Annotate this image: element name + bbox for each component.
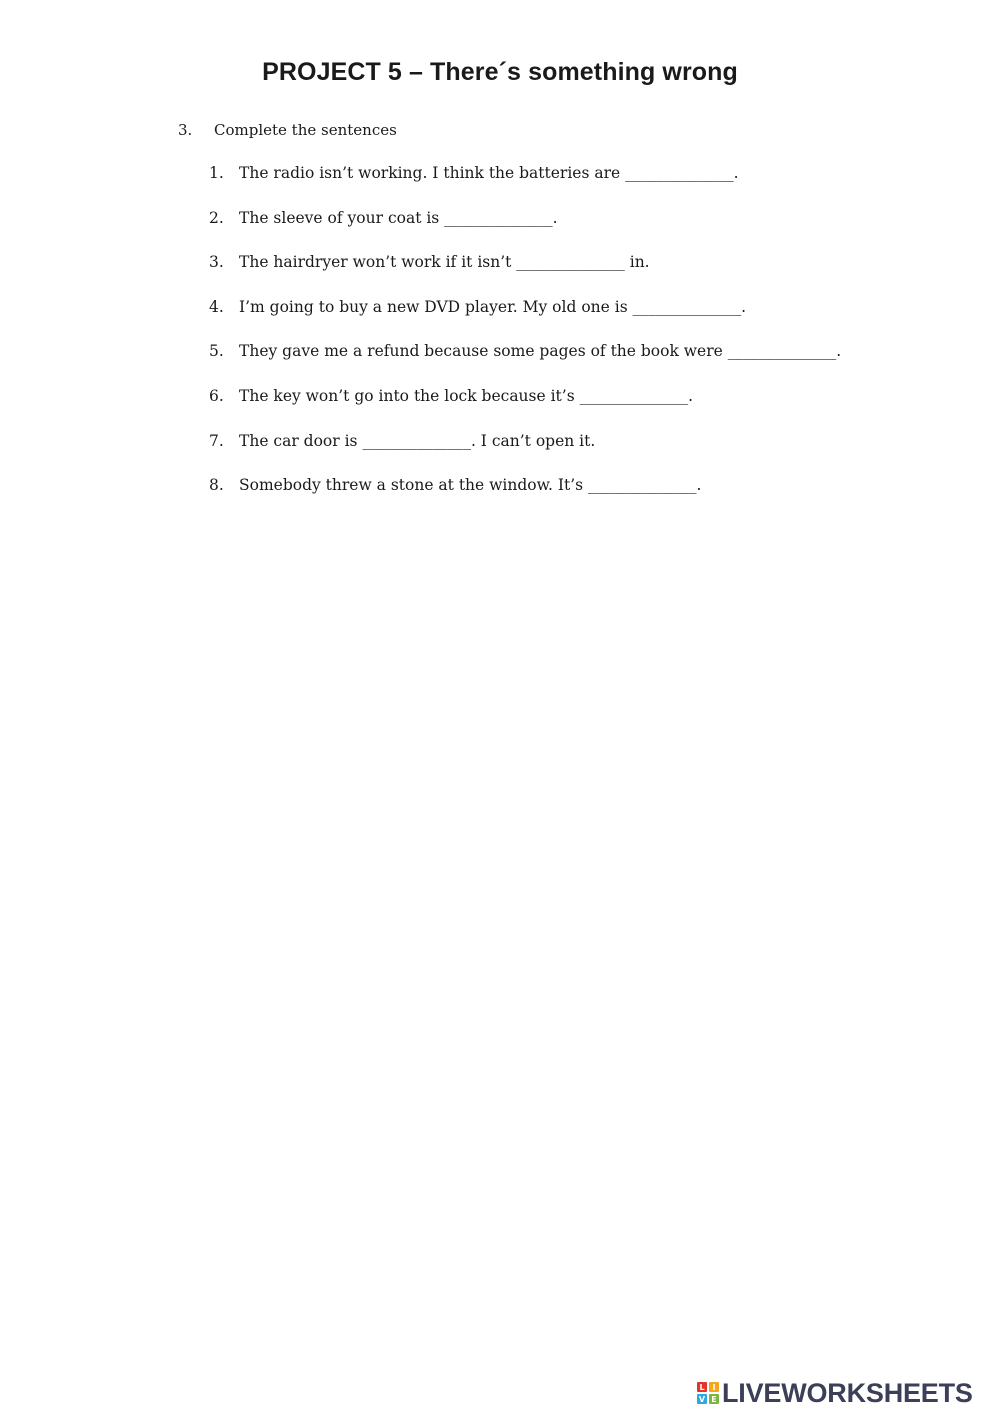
item-text: They gave me a refund because some pages of the book were ______________. (239, 342, 842, 361)
list-item (209, 342, 841, 387)
list-item (209, 253, 841, 298)
logo-letter-v: V (698, 1394, 706, 1404)
item-number: 8. (209, 476, 224, 495)
item-number: 5. (209, 342, 224, 361)
logo-letter-e: E (709, 1394, 719, 1404)
logo-letter-l: L (697, 1382, 707, 1392)
list-item (209, 476, 841, 521)
sentence-list (209, 164, 841, 521)
item-number: 7. (209, 431, 224, 450)
item-number: 4. (209, 297, 224, 316)
list-item (209, 209, 841, 254)
item-text: I’m going to buy a new DVD player. My old one is ______________. (239, 297, 746, 316)
item-number: 6. (209, 386, 224, 405)
section-heading (178, 121, 397, 139)
list-item (209, 298, 841, 343)
liveworksheets-logo-icon (697, 1382, 719, 1404)
item-text: Somebody threw a stone at the window. It’s ______________. (239, 476, 702, 495)
item-text: The car door is ______________. I can’t open it. (239, 431, 596, 450)
item-text: The sleeve of your coat is ______________. (239, 208, 558, 227)
list-item (209, 432, 841, 477)
item-number: 2. (209, 208, 224, 227)
list-item (209, 164, 841, 209)
section-number: 3. (178, 121, 193, 139)
section-title: Complete the sentences (214, 121, 397, 139)
item-number: 1. (209, 164, 224, 182)
list-item (209, 387, 841, 432)
item-text: The hairdryer won’t work if it isn’t ______________ in. (239, 253, 650, 272)
logo-letter-i: I (709, 1382, 719, 1392)
page-title: PROJECT 5 – There´s something wrong (262, 58, 738, 86)
liveworksheets-logo[interactable] (697, 1377, 973, 1409)
item-text: The radio isn’t working. I think the batteries are ______________. (239, 164, 739, 182)
item-number: 3. (209, 253, 224, 272)
logo-text: LIVEWORKSHEETS (722, 1377, 973, 1408)
item-text: The key won’t go into the lock because it’s ______________. (239, 386, 694, 405)
